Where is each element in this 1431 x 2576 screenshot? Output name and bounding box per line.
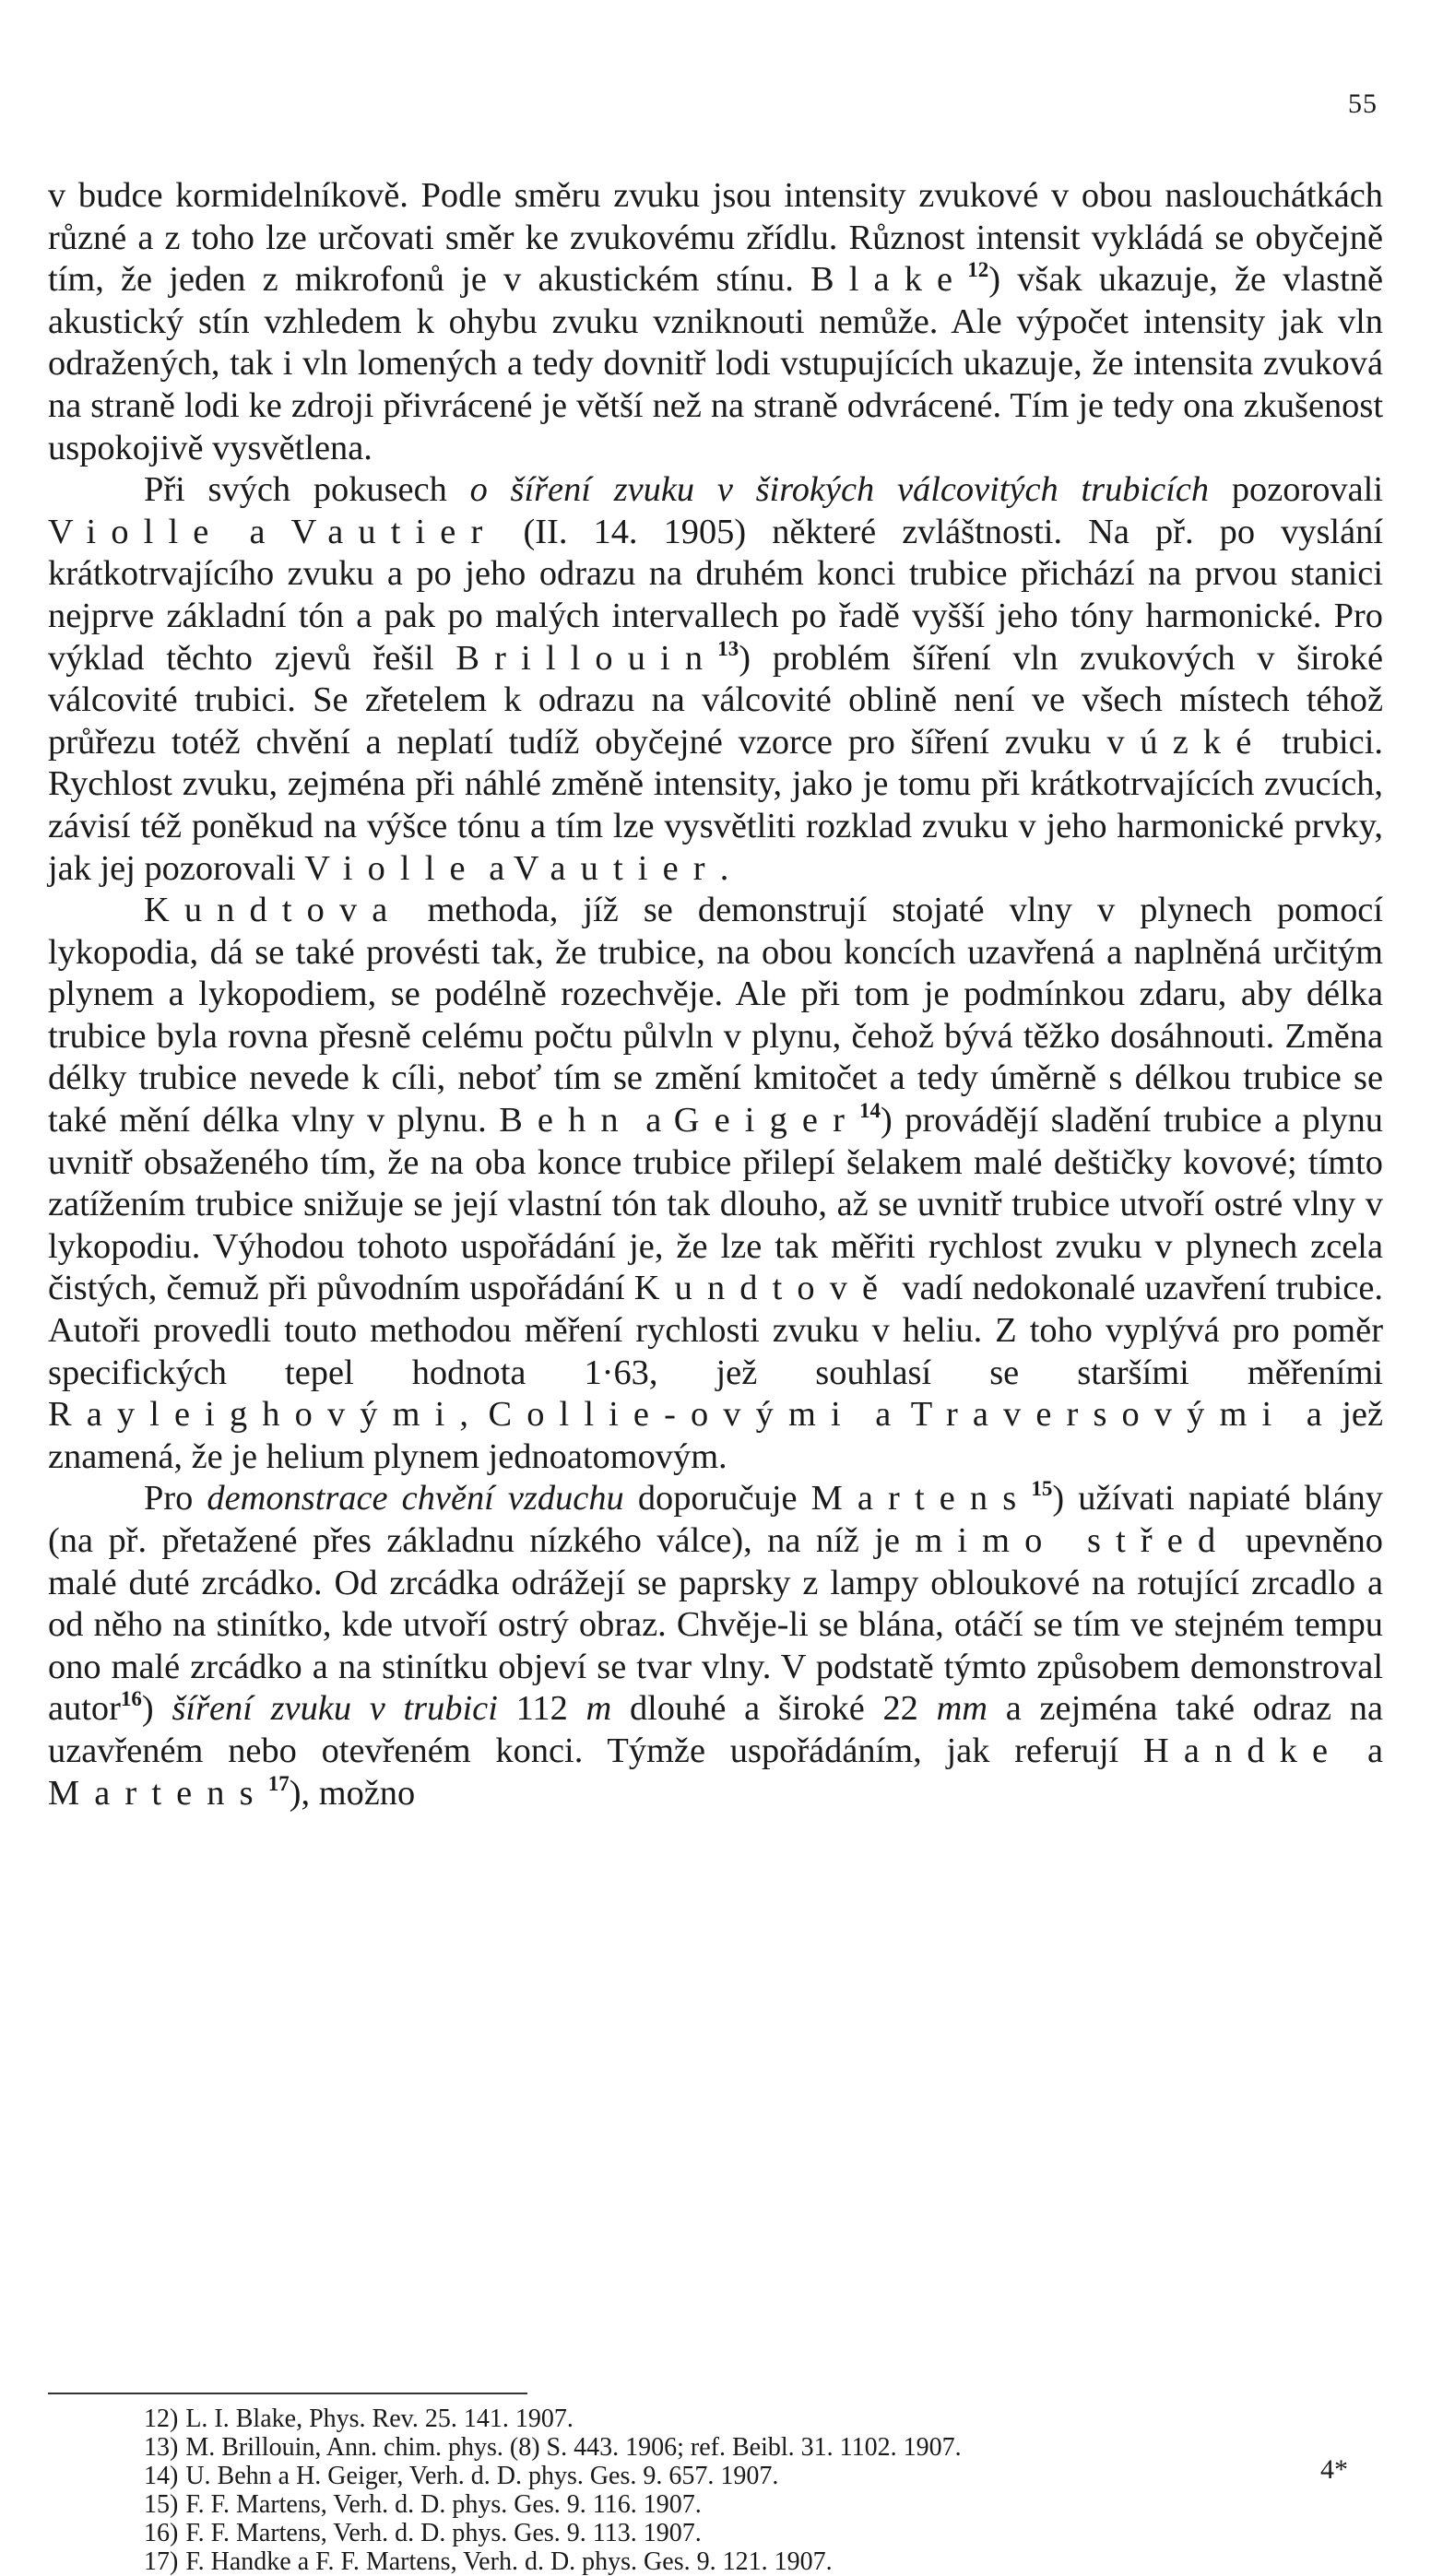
footnote-mark: 16) — [144, 2519, 179, 2547]
footnote-text: M. Brillouin, Ann. chim. phys. (8) S. 443. 1906; ref. Beibl. 31. 1102. 1907. — [185, 2433, 962, 2462]
text-run: pozorovali — [1209, 470, 1383, 510]
italic-text: m — [585, 1689, 612, 1729]
spaced-name: Violle — [304, 848, 480, 888]
italic-text: demonstrace chvění vzduchu — [207, 1479, 624, 1518]
italic-text: mm — [936, 1689, 988, 1729]
spaced-name: Behn — [499, 1101, 633, 1140]
spaced-name: Martens — [48, 1773, 268, 1813]
footnote-text: U. Behn a H. Geiger, Verh. d. D. phys. Ges. 9. 657. 1907. — [185, 2462, 779, 2490]
footnote-reference: 13 — [717, 635, 739, 660]
text-run: vadí nedokonalé uzavření trubice. Autoři provedli touto methodou měření rychlosti zvuku v heliu. Z toho vyplývá pro poměr specifických tepel hodnota 1·63, jež souhlasí se staršími měřeními — [48, 1269, 1383, 1392]
page-number: 55 — [1348, 89, 1378, 119]
text-run: ), možno — [289, 1773, 416, 1813]
footnote-reference: 16 — [120, 1686, 142, 1711]
text-run: 112 — [497, 1689, 586, 1729]
text-run: a zejména také odraz na uzavřeném nebo otevřeném konci. Týmže uspořádáním, jak referují — [48, 1689, 1383, 1770]
text-run: a jež znamená, že je helium plynem jednoatomovým. — [48, 1395, 1383, 1476]
spaced-name: úzké — [1140, 722, 1267, 762]
text-run: doporučuje — [623, 1479, 811, 1518]
footnote-mark: 15) — [144, 2490, 179, 2519]
footnote-mark: 17) — [144, 2547, 179, 2576]
footnote-mark: 13) — [144, 2433, 179, 2462]
text-run: dlouhé a široké 22 — [611, 1689, 937, 1729]
text-run: ) provádějí sladění trubice a plynu uvnitř obsaženého tím, že na oba konce trubice přilepí šelakem malé deštičky kovové; tímto zatížením trubice snižuje se její vlastní tón tak dlouho, až se uvnitř trubice utvoří ostré vlny v lykopodiu. Výhodou tohoto uspořádání je, že lze tak měřiti rychlost zvuku v plynech zcela čistých, čemuž při původním uspořádání — [48, 1101, 1383, 1308]
text-run: Pro — [144, 1479, 207, 1518]
text-run: ) — [141, 1689, 172, 1729]
text-run: a — [479, 848, 514, 888]
footnote-reference: 12 — [967, 257, 989, 282]
text-run: . — [719, 848, 729, 888]
footnote-mark: 14) — [144, 2462, 179, 2490]
footnote-text: F. F. Martens, Verh. d. D. phys. Ges. 9. 116. 1907. — [185, 2490, 702, 2519]
spaced-name: Vautier — [513, 848, 720, 888]
text-run: a — [223, 512, 291, 551]
text-run: a — [633, 1101, 674, 1140]
text-run: ) užívati napiaté blány (na př. přetažené přes základnu nízkého válce), na níž je — [48, 1479, 1383, 1560]
text-run: upevněno malé duté zrcádko. Od zrcádka odrážejí se paprsky z lampy obloukové na rotující zrcadlo a od něho na stinítko, kde utvoří ostrý obraz. Chvěje-li se blána, otáčí se tím ve stejném tempu ono malé zrcádko a na stinítku objeví se tvar vlny. V podstatě týmto způsobem demonstroval autor — [48, 1521, 1383, 1729]
text-run: a — [855, 1395, 911, 1435]
footnote-text: L. I. Blake, Phys. Rev. 25. 141. 1907. — [185, 2405, 574, 2433]
text-run: , — [459, 1395, 489, 1435]
spaced-name: Rayleighovými — [48, 1395, 460, 1435]
signature-mark: 4* — [1320, 2454, 1348, 2485]
italic-text: o šíření zvuku v širokých válcovitých trubicích — [469, 470, 1210, 510]
spaced-name: Collie-ovými — [488, 1395, 856, 1435]
footnote — [48, 2433, 1383, 2462]
text-run: a — [1342, 1731, 1383, 1770]
body-text — [48, 175, 1383, 1814]
spaced-name: mimo střed — [915, 1521, 1231, 1560]
footnote-divider — [48, 2393, 1383, 2394]
footnote — [48, 2462, 1383, 2490]
footnote — [48, 2547, 1383, 2576]
footnote-text: F. F. Martens, Verh. d. D. phys. Ges. 9. 113. 1907. — [185, 2519, 702, 2547]
body-paragraph — [48, 469, 1383, 890]
footnote — [48, 2519, 1383, 2547]
text-run: trubici. Rychlost zvuku, zejména při náhlé změně intensity, jako je tomu při krátkotrvajících zvucích, závisí též poněkud na výšce tónu a tím lze vysvětliti rozklad zvuku v jeho harmonické prvky, jak jej pozorovali — [48, 722, 1383, 888]
footnote-text: F. Handke a F. F. Martens, Verh. d. D. phys. Ges. 9. 121. 1907. — [185, 2547, 833, 2576]
text-run: (II. 14. 1905) některé zvláštnosti. Na př. po vyslání krátkotrvajícího zvuku a po jeho odrazu na druhém konci trubice přichází na prvou stanici nejprve základní tón a pak po malých intervallech po řadě vyšší jeho tóny harmonické. Pro výklad těchto zjevů řešil — [48, 512, 1383, 678]
spaced-name: Violle — [48, 512, 224, 551]
spaced-name: Kundtově — [633, 1269, 893, 1308]
footnote-reference: 15 — [1031, 1476, 1053, 1501]
footnote-mark: 12) — [144, 2405, 179, 2433]
spaced-name: Geiger — [673, 1101, 859, 1140]
body-paragraph — [48, 890, 1383, 1478]
spaced-name: Vautier — [290, 512, 498, 551]
text-run: Při svých pokusech — [144, 470, 470, 510]
footnote-reference: 17 — [267, 1770, 290, 1795]
footnote — [48, 2405, 1383, 2433]
spaced-name: Brillouin — [455, 638, 718, 678]
spaced-name: Traversovými — [910, 1395, 1287, 1435]
footnote-reference: 14 — [858, 1098, 881, 1123]
footnotes — [48, 2405, 1383, 2576]
spaced-name: Kundtova — [144, 891, 403, 930]
text-run: methoda, jíž se demonstrují stojaté vlny v plynech pomocí lykopodia, dá se také provésti tak, že trubice, na obou koncích uzavřená a naplněná určitým plynem a lykopodiem, se podélně rozechvěje. Ale při tom je podmínkou zdaru, aby délka trubice byla rovna přesně celému počtu půlvln v plynu, čehož bývá těžko dosáhnouti. Změna délky trubice nevede k cíli, neboť tím se změní kmitočet a tedy úměrně s délkou trubice se také mění délka vlny v plynu. — [48, 891, 1383, 1140]
body-paragraph — [48, 175, 1383, 469]
text-run: ) však ukazuje, že vlastně akustický stín vzhledem k ohybu zvuku vzniknouti nemůže. Ale výpočet intensity jak vln odražených, tak i vln lomených a tedy dovnitř lodi vstupujících ukazuje, že intensita zvuková na straně lodi ke zdroji přivrácené je větší než na straně odvrácené. Tím je tedy ona zkušenost uspokojivě vysvětlena. — [48, 260, 1383, 467]
text-run: ) problém šíření vln zvukových v široké válcovité trubici. Se zřetelem k odrazu na válcovité oblině není ve všech místech téhož průřezu totéž chvění a neplatí tudíž obyčejné vzorce pro šíření zvuku v — [48, 638, 1383, 762]
spaced-name: Blake — [810, 260, 968, 300]
italic-text: šíření zvuku v trubici — [171, 1689, 498, 1729]
body-paragraph — [48, 1478, 1383, 1814]
spaced-name: Martens — [810, 1479, 1032, 1518]
text-run: v budce kormidelníkově. Podle směru zvuku jsou intensity zvukové v obou naslouchátkách různé a z toho lze určovati směr ke zvukovému zřídlu. Různost intensit vykládá se obyčejně tím, že jeden z mikrofonů je v akustickém stínu. — [48, 176, 1383, 300]
spaced-name: Handke — [1142, 1731, 1343, 1770]
